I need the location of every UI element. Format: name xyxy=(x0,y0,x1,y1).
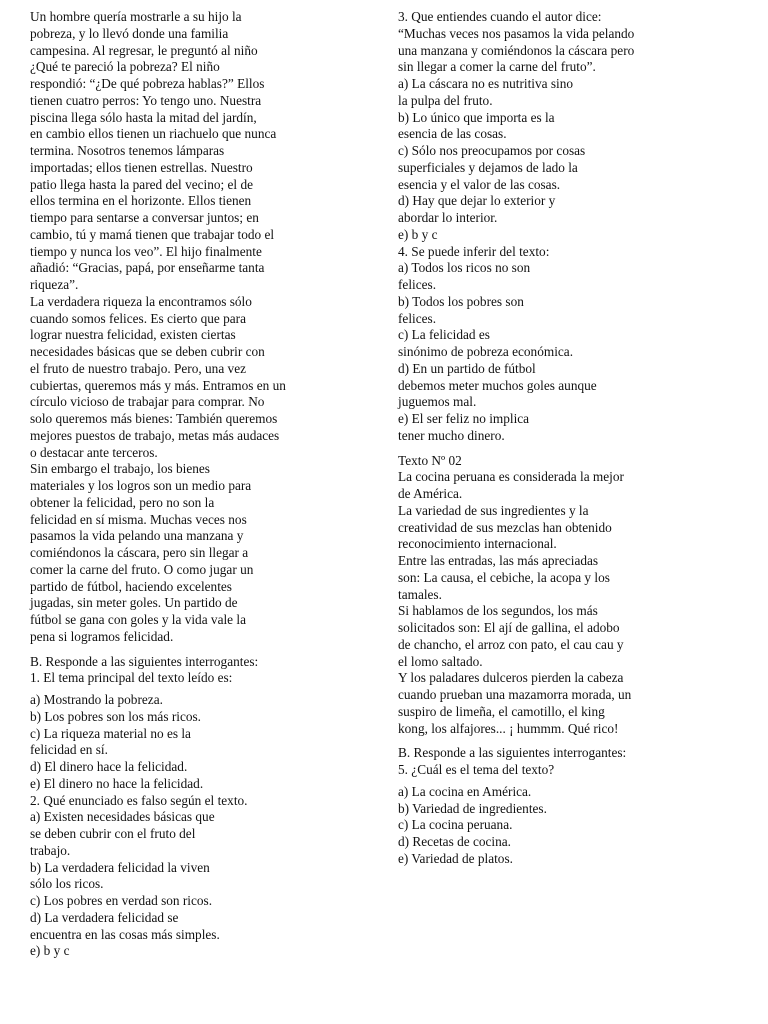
answer-option: c) La cocina peruana. xyxy=(398,817,513,833)
texto-2-body xyxy=(398,469,703,737)
story-line: círculo vicioso de trabajar para comprar. No xyxy=(30,394,265,410)
question-5-options xyxy=(398,784,703,868)
story-line: comer la carne del fruto. O como jugar un xyxy=(30,561,254,577)
question-2-line: encuentra en las cosas más simples. xyxy=(30,926,220,942)
texto-2-line: solicitados son: El ají de gallina, el adobo xyxy=(398,620,620,635)
texto-2-line: creatividad de sus mezclas han obtenido xyxy=(398,519,612,535)
story-line: cuando somos felices. Es cierto que para xyxy=(30,310,246,326)
question-4-line: e) El ser feliz no implica xyxy=(398,411,530,426)
question-4-line: d) En un partido de fútbol xyxy=(398,360,536,376)
question-3-line: sin llegar a comer la carne del fruto”. xyxy=(398,59,596,75)
question-2-line: trabajo. xyxy=(30,842,71,858)
story-line: lograr nuestra felicidad, existen ciertas xyxy=(30,327,236,343)
texto-2-line: tamales. xyxy=(398,586,442,602)
texto-2-line: cuando prueban una mazamorra morada, un xyxy=(398,687,632,702)
answer-option: d) Recetas de cocina. xyxy=(398,834,511,849)
answer-option: a) Mostrando la pobreza. xyxy=(30,692,163,707)
section-b-title-2: B. Responde a las siguientes interrogantes: xyxy=(398,745,627,761)
story-line: añadió: “Gracias, papá, por enseñarme tanta xyxy=(30,260,265,276)
story-line: patio llega hasta la pared del vecino; el de xyxy=(30,176,253,192)
question-5-prompt: 5. ¿Cuál es el tema del texto? xyxy=(398,762,555,777)
story-line: ¿Qué te pareció la pobreza? El niño xyxy=(30,59,220,75)
question-2-line: c) Los pobres en verdad son ricos. xyxy=(30,893,213,908)
question-3-line: la pulpa del fruto. xyxy=(398,92,493,108)
question-4-line: felices. xyxy=(398,310,437,326)
right-column xyxy=(398,9,703,868)
story-line: ellos termina en el horizonte. Ellos tienen xyxy=(30,193,252,209)
story-line: cambio, tú y mamá tienen que trabajar todo el xyxy=(30,226,275,242)
story-line: pobreza, y lo llevó donde una familia xyxy=(30,25,229,41)
story-line: materiales y los logros son un medio para xyxy=(30,478,252,493)
story-line: Sin embargo el trabajo, los bienes xyxy=(30,461,210,477)
question-2-line: e) b y c xyxy=(30,943,70,959)
story-line: obtener la felicidad, pero no son la xyxy=(30,494,215,510)
question-2-line: se deben cubrir con el fruto del xyxy=(30,826,196,841)
question-3-line: a) La cáscara no es nutritiva sino xyxy=(398,76,574,91)
answer-option: felicidad en sí. xyxy=(30,742,108,758)
question-4-line: debemos meter muchos goles aunque xyxy=(398,377,597,393)
question-4-line: b) Todos los pobres son xyxy=(398,293,524,309)
answer-option: d) El dinero hace la felicidad. xyxy=(30,759,188,774)
question-3-line: “Muchas veces nos pasamos la vida pelando xyxy=(398,25,635,41)
story-line: el fruto de nuestro trabajo. Pero, una vez xyxy=(30,360,246,376)
question-4-line: 4. Se puede inferir del texto: xyxy=(398,243,550,259)
question-4-line: tener mucho dinero. xyxy=(398,427,505,443)
question-2-line: a) Existen necesidades básicas que xyxy=(30,809,215,825)
story-line: fútbol se gana con goles y la vida vale la xyxy=(30,612,247,627)
texto-2-line: el lomo saltado. xyxy=(398,653,483,669)
story-line: partido de fútbol, haciendo excelentes xyxy=(30,578,232,594)
question-4-line: a) Todos los ricos no son xyxy=(398,260,531,276)
question-3-line: c) Sólo nos preocupamos por cosas xyxy=(398,143,586,158)
story-line: necesidades básicas que se deben cubrir con xyxy=(30,344,265,359)
texto-2-line: Y los paladares dulceros pierden la cabeza xyxy=(398,670,624,686)
texto-2-line: son: La causa, el cebiche, la acopa y los xyxy=(398,569,610,585)
story-line: Un hombre quería mostrarle a su hijo la xyxy=(30,9,242,24)
texto-2-line: de chancho, el arroz con pato, el cau cau y xyxy=(398,636,624,652)
left-column xyxy=(30,9,330,960)
texto-2-line: Entre las entradas, las más apreciadas xyxy=(398,553,599,568)
question-4-line: c) La felicidad es xyxy=(398,327,490,343)
texto-2-line: Si hablamos de los segundos, los más xyxy=(398,603,598,619)
story-line: riqueza”. xyxy=(30,277,79,292)
story-line: termina. Nosotros tenemos lámparas xyxy=(30,143,225,158)
story-line: jugadas, sin meter goles. Un partido de xyxy=(30,595,238,611)
story-line: mejores puestos de trabajo, metas más audaces xyxy=(30,427,280,443)
story-line: tiempo y nunca los veo”. El hijo finalmente xyxy=(30,243,262,259)
question-2-line: 2. Qué enunciado es falso según el texto. xyxy=(30,792,248,808)
question-3-line: superficiales y dejamos de lado la xyxy=(398,159,578,175)
question-3-line: d) Hay que dejar lo exterior y xyxy=(398,193,556,209)
story-line: pena si logramos felicidad. xyxy=(30,628,174,644)
story-text xyxy=(30,9,330,646)
story-line: pasamos la vida pelando una manzana y xyxy=(30,528,244,544)
answer-option: a) La cocina en América. xyxy=(398,783,532,799)
question-3-line: una manzana y comiéndonos la cáscara pero xyxy=(398,42,635,58)
question-3 xyxy=(398,9,703,244)
question-4-line: felices. xyxy=(398,277,437,292)
texto-2-title: Texto Nº 02 xyxy=(398,452,462,468)
answer-option: e) El dinero no hace la felicidad. xyxy=(30,775,204,791)
question-4-line: sinónimo de pobreza económica. xyxy=(398,344,574,359)
question-3-line: 3. Que entiendes cuando el autor dice: xyxy=(398,9,602,24)
story-line: en cambio ellos tienen un riachuelo que nunca xyxy=(30,126,277,142)
story-line: La verdadera riqueza la encontramos sólo xyxy=(30,293,252,309)
question-3-line: abordar lo interior. xyxy=(398,210,498,225)
texto-2-line: La variedad de sus ingredientes y la xyxy=(398,502,589,518)
story-line: respondió: “¿De qué pobreza hablas?” Ellos xyxy=(30,76,265,91)
question-1-options xyxy=(30,692,330,793)
question-3-line: esencia y el valor de las cosas. xyxy=(398,176,561,192)
texto-2-line: de América. xyxy=(398,486,463,501)
question-2-line: b) La verdadera felicidad la viven xyxy=(30,859,210,875)
texto-2-line: suspiro de limeña, el camotillo, el king xyxy=(398,703,605,719)
question-2 xyxy=(30,793,330,961)
question-2-line: sólo los ricos. xyxy=(30,876,104,892)
answer-option: c) La riqueza material no es la xyxy=(30,725,191,741)
story-line: cubiertas, queremos más y más. Entramos en un xyxy=(30,377,286,393)
story-line: solo queremos más bienes: También queremos xyxy=(30,411,278,426)
question-1-prompt: 1. El tema principal del texto leído es: xyxy=(30,670,233,686)
answer-option: b) Los pobres son los más ricos. xyxy=(30,708,201,724)
section-b-title: B. Responde a las siguientes interrogantes: xyxy=(30,653,259,669)
texto-2-line: La cocina peruana es considerada la mejor xyxy=(398,469,624,485)
story-line: felicidad en sí misma. Muchas veces nos xyxy=(30,511,247,527)
story-line: comiéndonos la cáscara, pero sin llegar a xyxy=(30,545,249,560)
question-4-line: juguemos mal. xyxy=(398,394,477,410)
question-4 xyxy=(398,244,703,445)
story-line: tiempo para sentarse a conversar juntos; en xyxy=(30,210,259,225)
story-line: campesina. Al regresar, le preguntó al niño xyxy=(30,42,258,58)
story-line: importadas; ellos tienen estrellas. Nuestro xyxy=(30,159,253,175)
answer-option: e) Variedad de platos. xyxy=(398,850,513,866)
question-2-line: d) La verdadera felicidad se xyxy=(30,909,179,925)
question-3-line: b) Lo único que importa es la xyxy=(398,109,555,125)
question-3-line: e) b y c xyxy=(398,226,438,242)
answer-option: b) Variedad de ingredientes. xyxy=(398,800,547,816)
texto-2-line: kong, los alfajores... ¡ hummm. Qué rico! xyxy=(398,720,619,736)
texto-2-line: reconocimiento internacional. xyxy=(398,536,557,552)
question-3-line: esencia de las cosas. xyxy=(398,126,507,142)
story-line: tienen cuatro perros: Yo tengo uno. Nuestra xyxy=(30,92,262,108)
story-line: piscina llega sólo hasta la mitad del jardín, xyxy=(30,109,257,125)
story-line: o destacar ante terceros. xyxy=(30,444,158,460)
